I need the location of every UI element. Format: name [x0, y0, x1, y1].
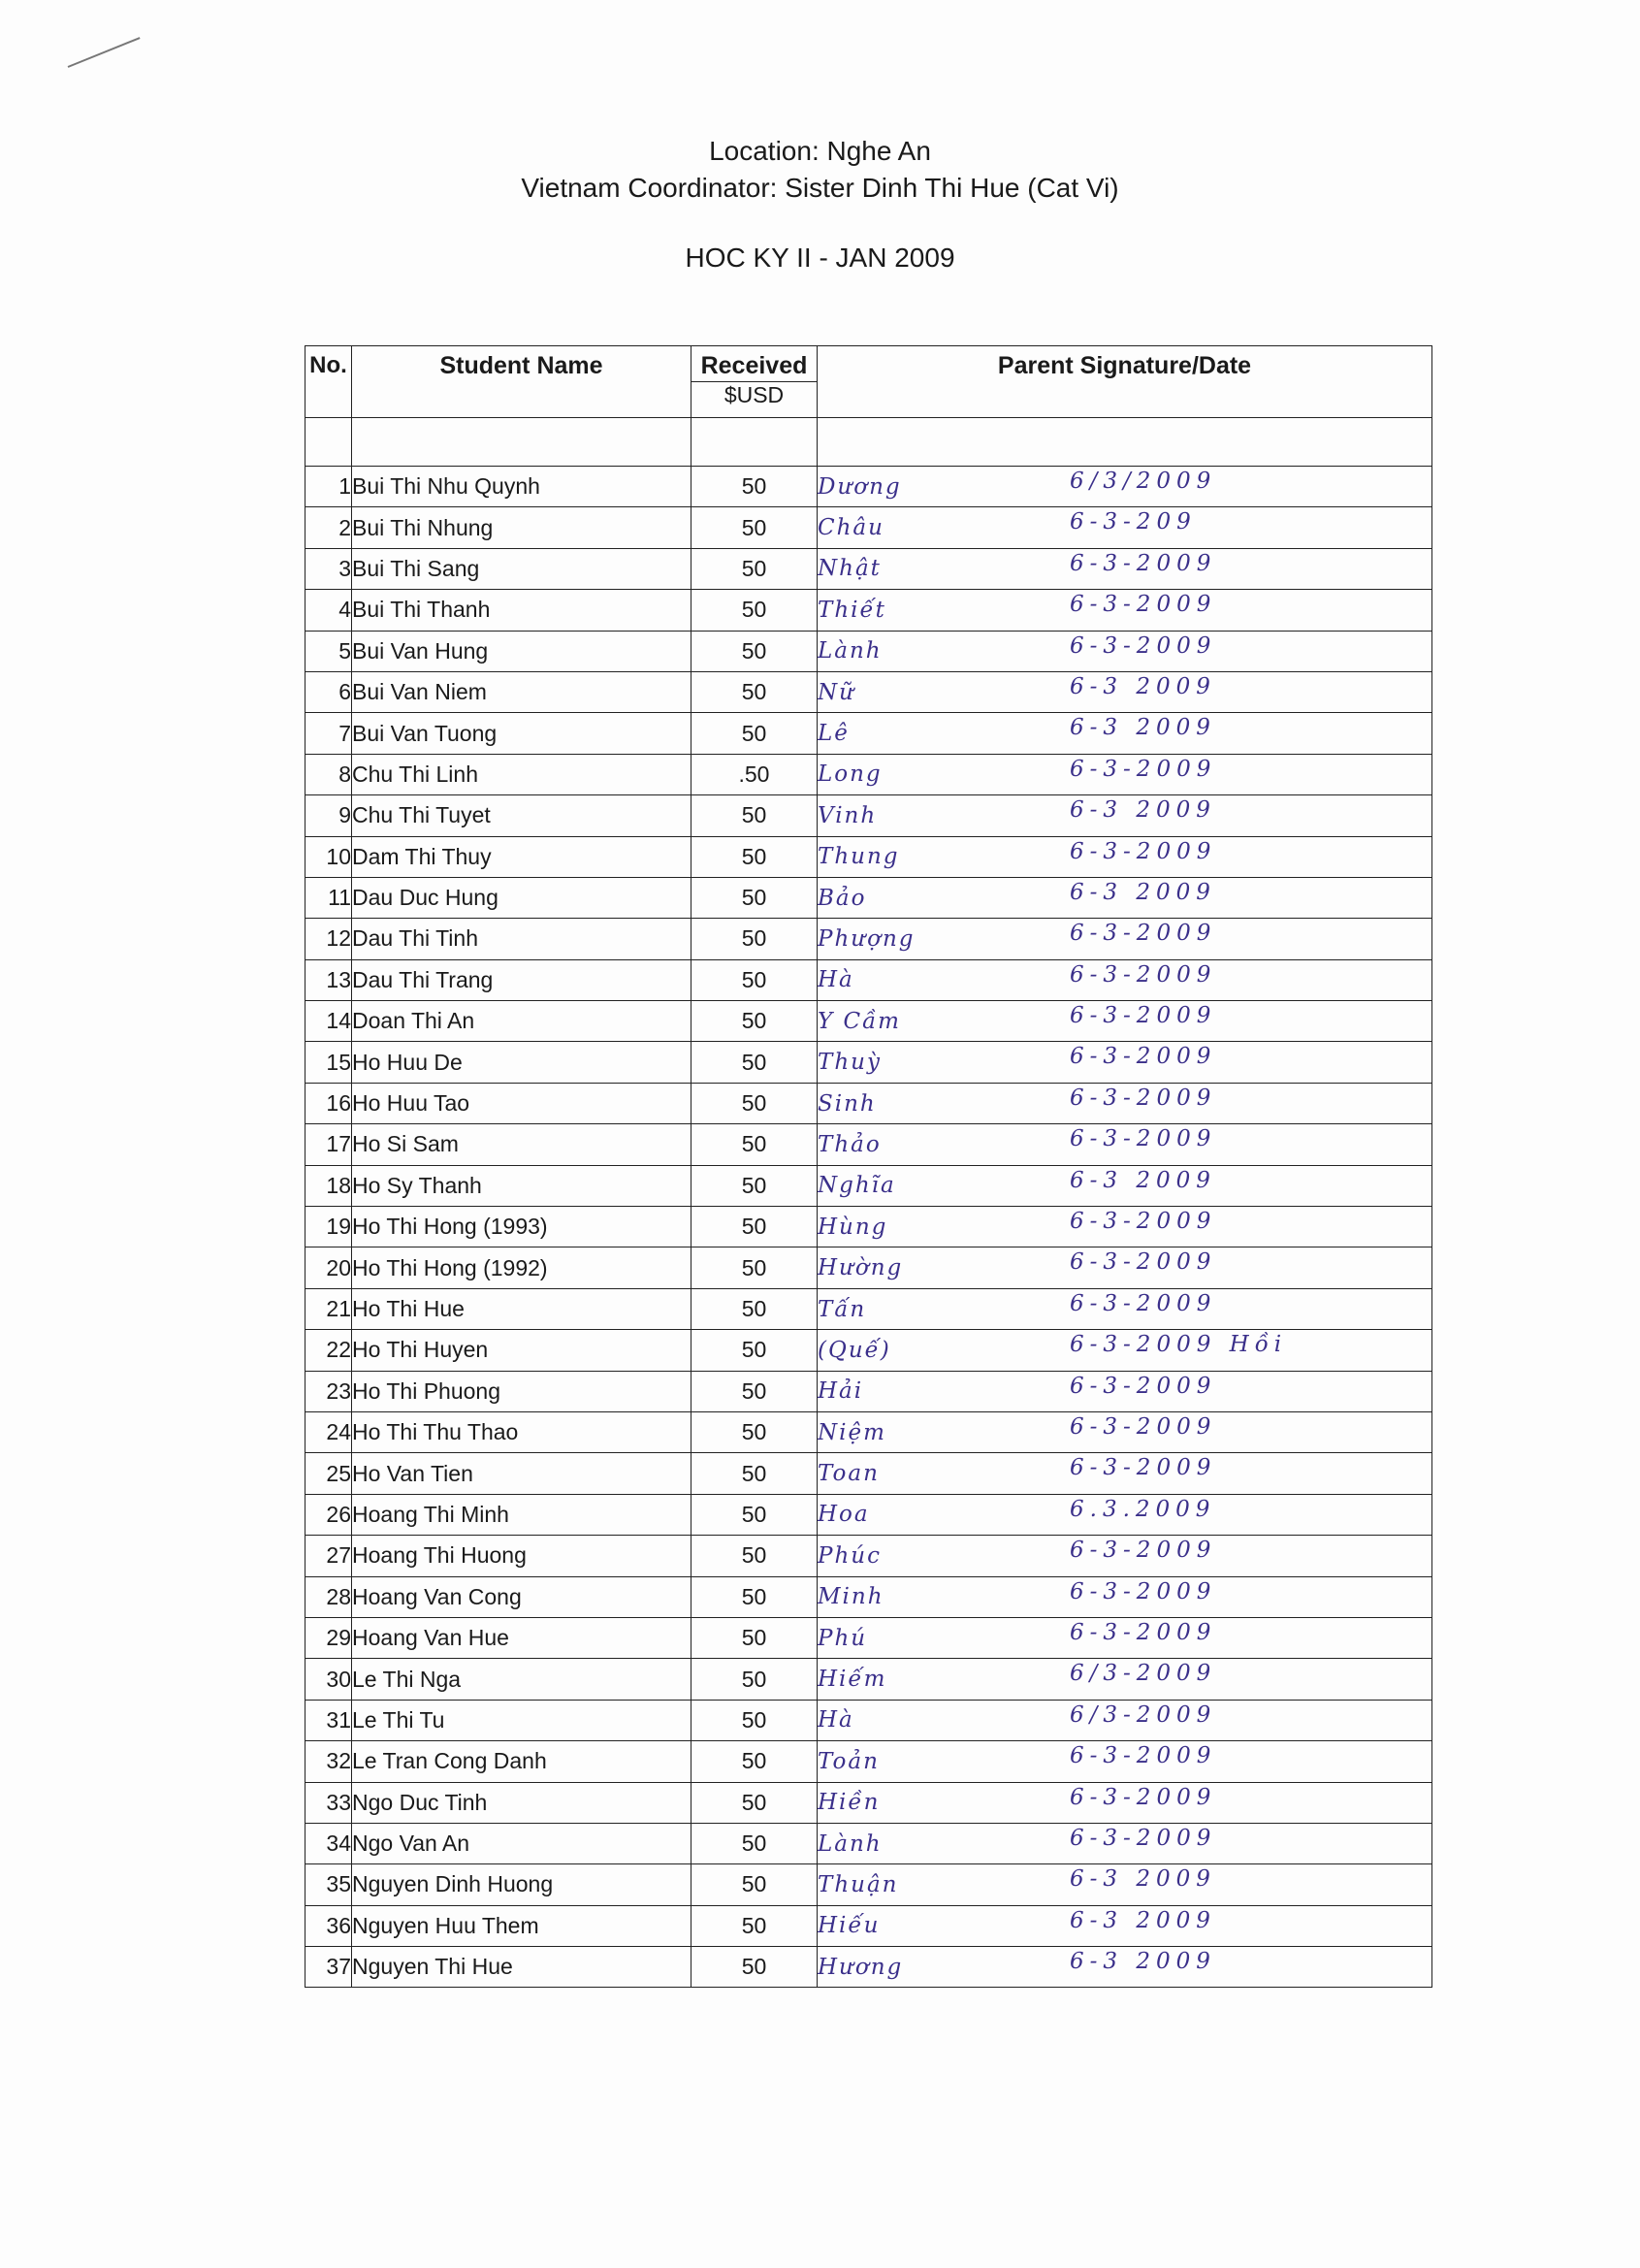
column-header-student-name: Student Name: [352, 346, 691, 418]
received-amount: 50: [691, 1947, 818, 1988]
received-amount: 50: [691, 1247, 818, 1288]
row-number: 29: [305, 1617, 352, 1658]
student-name: Dam Thi Thuy: [352, 836, 691, 877]
signature-name: Thung: [818, 844, 900, 870]
signature-name: Hiền: [818, 1790, 881, 1816]
student-name: Hoang Thi Huong: [352, 1536, 691, 1576]
received-amount: .50: [691, 754, 818, 794]
table-row: [305, 1864, 1432, 1905]
table-row: [305, 919, 1432, 959]
received-amount: 50: [691, 1288, 818, 1329]
signature-name: Hiếu: [818, 1913, 881, 1939]
received-amount: 50: [691, 1207, 818, 1247]
signature-name: Bảo: [818, 885, 867, 911]
row-number: 36: [305, 1905, 352, 1946]
table-row: [305, 1165, 1432, 1206]
table-row: [305, 1782, 1432, 1823]
signature-name: Toan: [818, 1461, 880, 1487]
parent-signature: [818, 1947, 1432, 1988]
student-name: Hoang Van Cong: [352, 1576, 691, 1617]
student-name: Le Thi Tu: [352, 1700, 691, 1740]
signature-date: 6-3 2009: [1070, 1167, 1216, 1193]
table-row: [305, 713, 1432, 754]
student-name: Ho Thi Hong (1992): [352, 1247, 691, 1288]
parent-signature: [818, 1741, 1432, 1782]
student-name: Dau Thi Tinh: [352, 919, 691, 959]
signature-date: 6-3-2009: [1070, 1825, 1217, 1851]
parent-signature: [818, 467, 1432, 507]
table-row: [305, 959, 1432, 1000]
blank-cell: [691, 418, 818, 467]
parent-signature: [818, 1864, 1432, 1905]
row-number: 17: [305, 1124, 352, 1165]
signature-name: Thảo: [818, 1131, 882, 1157]
signature-date: 6-3-2009: [1070, 1003, 1217, 1029]
row-number: 22: [305, 1330, 352, 1371]
signature-date: 6-3-2009: [1070, 1209, 1217, 1235]
parent-signature: [818, 631, 1432, 671]
student-name: Ho Thi Hong (1993): [352, 1207, 691, 1247]
signature-name: Thuỳ: [818, 1050, 882, 1076]
signature-date: 6-3-2009: [1070, 592, 1217, 618]
signature-name: Nghĩa: [818, 1173, 896, 1199]
row-number: 3: [305, 548, 352, 589]
student-name: Bui Thi Sang: [352, 548, 691, 589]
row-number: 18: [305, 1165, 352, 1206]
row-number: 30: [305, 1659, 352, 1700]
signature-name: Phúc: [818, 1542, 882, 1569]
received-amount: 50: [691, 671, 818, 712]
parent-signature: [818, 1247, 1432, 1288]
row-number: 24: [305, 1411, 352, 1452]
parent-signature: [818, 1905, 1432, 1946]
signature-name: Thuận: [818, 1871, 899, 1897]
row-number: 6: [305, 671, 352, 712]
table-row: [305, 1617, 1432, 1658]
table-row: [305, 1042, 1432, 1083]
term-heading: HOC KY II - JAN 2009: [685, 243, 955, 273]
row-number: 37: [305, 1947, 352, 1988]
row-number: 16: [305, 1083, 352, 1123]
student-name: Chu Thi Linh: [352, 754, 691, 794]
scan-mark: [68, 37, 141, 68]
signature-name: Toản: [818, 1748, 880, 1774]
row-number: 31: [305, 1700, 352, 1740]
received-amount: 50: [691, 1536, 818, 1576]
parent-signature: [818, 1576, 1432, 1617]
parent-signature: [818, 1207, 1432, 1247]
table-row: [305, 1288, 1432, 1329]
signature-date: 6-3-2009: [1070, 1538, 1217, 1564]
parent-signature: [818, 1823, 1432, 1863]
student-name: Nguyen Thi Hue: [352, 1947, 691, 1988]
parent-signature: [818, 1659, 1432, 1700]
table-row: [305, 1207, 1432, 1247]
payment-table: [305, 345, 1432, 1988]
signature-date: 6-3-2009: [1070, 1619, 1217, 1645]
parent-signature: [818, 1453, 1432, 1494]
table-row: [305, 1083, 1432, 1123]
parent-signature: [818, 1494, 1432, 1535]
parent-signature: [818, 548, 1432, 589]
row-number: 26: [305, 1494, 352, 1535]
student-rows: [305, 467, 1432, 1988]
student-name: Ho Thi Phuong: [352, 1371, 691, 1411]
received-amount: 50: [691, 1659, 818, 1700]
table-row: [305, 1659, 1432, 1700]
student-name: Ngo Van An: [352, 1823, 691, 1863]
parent-signature: [818, 1700, 1432, 1740]
received-amount: 50: [691, 1617, 818, 1658]
received-amount: 50: [691, 1576, 818, 1617]
student-name: Nguyen Dinh Huong: [352, 1864, 691, 1905]
received-amount: 50: [691, 1453, 818, 1494]
blank-cell: [305, 418, 352, 467]
parent-signature: [818, 754, 1432, 794]
column-header-no: No.: [305, 346, 352, 418]
coordinator-heading: Vietnam Coordinator: Sister Dinh Thi Hue (Cat Vi): [521, 173, 1119, 203]
table-row: [305, 548, 1432, 589]
signature-date: 6-3-2009: [1070, 1455, 1217, 1481]
signature-date: 6/3/2009: [1070, 469, 1217, 494]
student-name: Bui Thi Nhung: [352, 507, 691, 548]
parent-signature: [818, 959, 1432, 1000]
signature-name: Phượng: [818, 925, 916, 952]
student-name: Ho Si Sam: [352, 1124, 691, 1165]
signature-name: Hà: [818, 1707, 854, 1733]
row-number: 12: [305, 919, 352, 959]
table-row: [305, 1001, 1432, 1042]
received-amount: 50: [691, 1411, 818, 1452]
student-name: Bui Van Tuong: [352, 713, 691, 754]
table-row: [305, 836, 1432, 877]
blank-cell: [818, 418, 1432, 467]
signature-name: Y Cầm: [818, 1008, 901, 1034]
signature-date: 6/3-2009: [1070, 1661, 1217, 1687]
table-row: [305, 671, 1432, 712]
signature-name: Châu: [818, 515, 884, 541]
table-row: [305, 1330, 1432, 1371]
received-amount: 50: [691, 1700, 818, 1740]
table-row: [305, 1411, 1432, 1452]
signature-date: 6-3-2009: [1070, 1578, 1217, 1604]
signature-name: Hoa: [818, 1502, 870, 1528]
signature-name: Nữ: [818, 679, 855, 705]
column-header-received: Received: [691, 346, 818, 382]
row-number: 1: [305, 467, 352, 507]
received-amount: 50: [691, 631, 818, 671]
student-name: Bui Van Hung: [352, 631, 691, 671]
table-row: [305, 631, 1432, 671]
signature-name: Minh: [818, 1584, 884, 1610]
student-name: Dau Thi Trang: [352, 959, 691, 1000]
parent-signature: [818, 1042, 1432, 1083]
student-name: Ho Thi Thu Thao: [352, 1411, 691, 1452]
table-row: [305, 1247, 1432, 1288]
student-name: Le Tran Cong Danh: [352, 1741, 691, 1782]
table-row: [305, 795, 1432, 836]
blank-cell: [352, 418, 691, 467]
parent-signature: [818, 671, 1432, 712]
received-amount: 50: [691, 795, 818, 836]
received-amount: 50: [691, 1782, 818, 1823]
parent-signature: [818, 1411, 1432, 1452]
student-name: Ho Sy Thanh: [352, 1165, 691, 1206]
signature-date: 6-3 2009: [1070, 715, 1216, 741]
signature-date: 6-3-2009: [1070, 1249, 1217, 1276]
signature-name: Hương: [818, 1954, 904, 1980]
table-row: [305, 1453, 1432, 1494]
received-amount: 50: [691, 548, 818, 589]
row-number: 34: [305, 1823, 352, 1863]
received-amount: 50: [691, 1864, 818, 1905]
signature-date: 6-3-2009: [1070, 838, 1217, 864]
student-name: Le Thi Nga: [352, 1659, 691, 1700]
table-row: [305, 467, 1432, 507]
parent-signature: [818, 507, 1432, 548]
received-amount: 50: [691, 919, 818, 959]
signature-date: 6-3 2009: [1070, 797, 1216, 824]
signature-date: 6-3 2009: [1070, 1866, 1216, 1893]
received-amount: 50: [691, 1371, 818, 1411]
column-header-parent-signature: Parent Signature/Date: [818, 346, 1432, 418]
received-amount: 50: [691, 1165, 818, 1206]
row-number: 7: [305, 713, 352, 754]
table-row: [305, 1823, 1432, 1863]
signature-name: Hải: [818, 1378, 864, 1405]
received-amount: 50: [691, 1001, 818, 1042]
signature-name: Hùng: [818, 1214, 888, 1240]
row-number: 21: [305, 1288, 352, 1329]
column-header-currency: $USD: [691, 382, 818, 418]
table-row: [305, 1371, 1432, 1411]
signature-date: 6-3-2009: [1070, 921, 1217, 947]
parent-signature: [818, 1288, 1432, 1329]
signature-date: 6-3-2009: [1070, 550, 1217, 576]
signature-date: 6.3.2009: [1070, 1496, 1216, 1522]
parent-signature: [818, 1536, 1432, 1576]
student-name: Hoang Van Hue: [352, 1617, 691, 1658]
signature-date: 6-3-2009 Hồi: [1070, 1332, 1288, 1358]
signature-date: 6-3-2009: [1070, 1290, 1217, 1316]
table-row: [305, 1947, 1432, 1988]
signature-name: Hường: [818, 1255, 904, 1281]
signature-date: 6-3-2009: [1070, 1413, 1217, 1440]
parent-signature: [818, 1371, 1432, 1411]
received-amount: 50: [691, 877, 818, 918]
table-row: [305, 1700, 1432, 1740]
row-number: 33: [305, 1782, 352, 1823]
received-amount: 50: [691, 959, 818, 1000]
signature-name: Nhật: [818, 556, 882, 582]
parent-signature: [818, 1124, 1432, 1165]
signature-date: 6-3-2009: [1070, 1085, 1217, 1111]
parent-signature: [818, 877, 1432, 918]
location-heading: Location: Nghe An: [709, 136, 931, 166]
row-number: 28: [305, 1576, 352, 1617]
signature-date: 6-3-2009: [1070, 1044, 1217, 1070]
parent-signature: [818, 919, 1432, 959]
row-number: 5: [305, 631, 352, 671]
row-number: 2: [305, 507, 352, 548]
received-amount: 50: [691, 836, 818, 877]
signature-name: Dương: [818, 473, 902, 500]
student-name: Nguyen Huu Them: [352, 1905, 691, 1946]
student-name: Bui Thi Nhu Quynh: [352, 467, 691, 507]
row-number: 25: [305, 1453, 352, 1494]
row-number: 35: [305, 1864, 352, 1905]
signature-date: 6-3 2009: [1070, 673, 1216, 699]
table-row: [305, 1741, 1432, 1782]
student-name: Ho Thi Huyen: [352, 1330, 691, 1371]
signature-name: Phú: [818, 1625, 868, 1651]
row-number: 8: [305, 754, 352, 794]
row-number: 23: [305, 1371, 352, 1411]
parent-signature: [818, 1083, 1432, 1123]
received-amount: 50: [691, 507, 818, 548]
signature-name: Lành: [818, 1831, 883, 1857]
student-name: Doan Thi An: [352, 1001, 691, 1042]
signature-date: 6-3 2009: [1070, 879, 1216, 905]
signature-date: 6-3-2009: [1070, 1784, 1217, 1810]
parent-signature: [818, 1001, 1432, 1042]
row-number: 15: [305, 1042, 352, 1083]
signature-name: Niệm: [818, 1419, 886, 1445]
row-number: 19: [305, 1207, 352, 1247]
parent-signature: [818, 1617, 1432, 1658]
row-number: 20: [305, 1247, 352, 1288]
row-number: 13: [305, 959, 352, 1000]
signature-date: 6-3-2009: [1070, 961, 1217, 988]
signature-name: Lành: [818, 638, 883, 664]
table-row: [305, 1494, 1432, 1535]
signature-name: Tấn: [818, 1296, 867, 1322]
row-number: 4: [305, 590, 352, 631]
student-name: Hoang Thi Minh: [352, 1494, 691, 1535]
student-name: Ho Van Tien: [352, 1453, 691, 1494]
table-row: [305, 590, 1432, 631]
received-amount: 50: [691, 1124, 818, 1165]
row-number: 10: [305, 836, 352, 877]
signature-name: Lê: [818, 721, 850, 747]
signature-name: (Quế): [818, 1337, 891, 1363]
row-number: 9: [305, 795, 352, 836]
table-row: [305, 877, 1432, 918]
row-number: 11: [305, 877, 352, 918]
received-amount: 50: [691, 467, 818, 507]
student-name: Dau Duc Hung: [352, 877, 691, 918]
table-row: [305, 507, 1432, 548]
student-name: Chu Thi Tuyet: [352, 795, 691, 836]
signature-date: 6-3 2009: [1070, 1949, 1216, 1975]
received-amount: 50: [691, 590, 818, 631]
parent-signature: [818, 795, 1432, 836]
signature-date: 6-3-209: [1070, 509, 1197, 535]
student-name: Bui Thi Thanh: [352, 590, 691, 631]
table-row: [305, 754, 1432, 794]
received-amount: 50: [691, 1042, 818, 1083]
student-name: Bui Van Niem: [352, 671, 691, 712]
signature-name: Hiếm: [818, 1667, 887, 1693]
parent-signature: [818, 1782, 1432, 1823]
signature-date: 6-3-2009: [1070, 632, 1217, 659]
signature-date: 6-3-2009: [1070, 1126, 1217, 1152]
received-amount: 50: [691, 1083, 818, 1123]
received-amount: 50: [691, 713, 818, 754]
signature-date: 6-3-2009: [1070, 1743, 1217, 1769]
table-row: [305, 1536, 1432, 1576]
parent-signature: [818, 1330, 1432, 1371]
signature-date: 6-3-2009: [1070, 756, 1217, 782]
parent-signature: [818, 713, 1432, 754]
table-row: [305, 1124, 1432, 1165]
signature-name: Vinh: [818, 802, 878, 828]
received-amount: 50: [691, 1741, 818, 1782]
received-amount: 50: [691, 1494, 818, 1535]
received-amount: 50: [691, 1330, 818, 1371]
row-number: 32: [305, 1741, 352, 1782]
student-name: Ho Thi Hue: [352, 1288, 691, 1329]
parent-signature: [818, 836, 1432, 877]
signature-name: Sinh: [818, 1090, 877, 1117]
table-row: [305, 1905, 1432, 1946]
signature-name: Long: [818, 761, 883, 788]
table-row: [305, 1576, 1432, 1617]
received-amount: 50: [691, 1823, 818, 1863]
parent-signature: [818, 1165, 1432, 1206]
signature-date: 6-3 2009: [1070, 1907, 1216, 1933]
parent-signature: [818, 590, 1432, 631]
received-amount: 50: [691, 1905, 818, 1946]
row-number: 14: [305, 1001, 352, 1042]
student-name: Ho Huu Tao: [352, 1083, 691, 1123]
signature-date: 6-3-2009: [1070, 1373, 1217, 1399]
student-name: Ho Huu De: [352, 1042, 691, 1083]
row-number: 27: [305, 1536, 352, 1576]
student-name: Ngo Duc Tinh: [352, 1782, 691, 1823]
signature-name: Thiết: [818, 597, 886, 623]
signature-date: 6/3-2009: [1070, 1701, 1217, 1728]
signature-name: Hà: [818, 967, 854, 993]
